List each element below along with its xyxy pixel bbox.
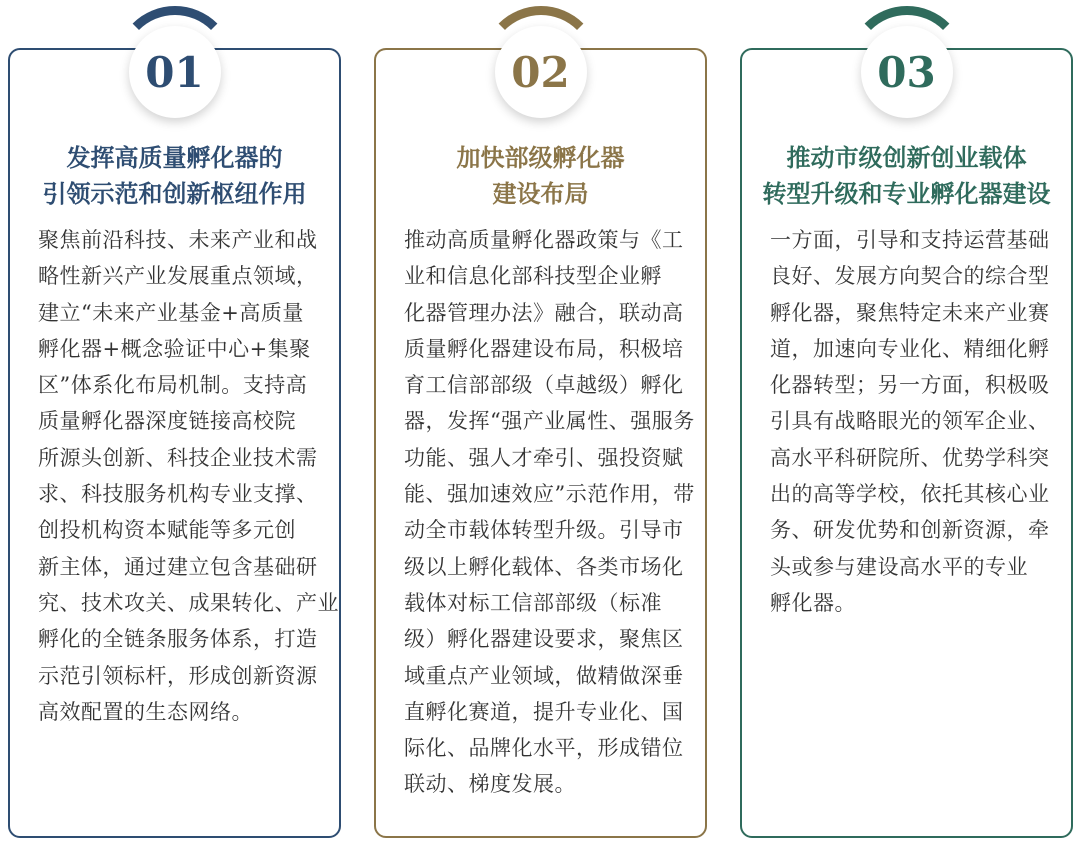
body-line: 建立“未来产业基金+高质量 [38, 300, 304, 325]
body-line: 孵化器。 [770, 590, 856, 615]
body-line: 化器管理办法》融合，联动高 [404, 300, 684, 325]
body-line: 动全市载体转型升级。引导市 [404, 518, 684, 543]
body-line: 业和信息化部科技型企业孵 [404, 264, 662, 289]
body-line: 孵化器+概念验证中心+集聚 [38, 336, 311, 361]
body-line: 器，发挥“强产业属性、强服务 [404, 409, 695, 434]
body-line: 孵化器，聚焦特定未来产业赛 [770, 300, 1050, 325]
card-title-3 [752, 140, 1061, 212]
body-line: 推动高质量孵化器政策与《工 [404, 228, 684, 252]
body-line: 区”体系化布局机制。支持高 [38, 373, 308, 398]
card-title-line: 推动市级创新创业载体 [786, 144, 1027, 172]
card-title-2 [386, 140, 695, 212]
body-line: 新主体，通过建立包含基础研 [38, 554, 318, 579]
body-line: 孵化的全链条服务体系，打造 [38, 627, 318, 652]
body-line: 功能、强人才牵引、强投资赋 [404, 445, 684, 470]
body-line: 级）孵化器建设要求，聚焦区 [404, 627, 684, 652]
body-line: 级以上孵化载体、各类市场化 [404, 554, 684, 579]
body-line: 联动、梯度发展。 [404, 772, 576, 797]
card-title-line: 发挥高质量孵化器的 [66, 144, 283, 172]
body-line: 质量孵化器深度链接高校院 [38, 409, 296, 434]
body-line: 究、技术攻关、成果转化、产业 [38, 590, 339, 615]
body-line: 良好、发展方向契合的综合型 [770, 264, 1050, 289]
card-title-line: 转型升级和专业孵化器建设 [762, 180, 1051, 208]
body-line: 能、强加速效应”示范作用，带 [404, 482, 695, 507]
body-line: 一方面，引导和支持运营基础 [770, 228, 1050, 252]
body-line: 域重点产业领域，做精做深垂 [404, 663, 684, 688]
body-line: 育工信部部级（卓越级）孵化 [404, 373, 684, 398]
body-line: 际化、品牌化水平，形成错位 [404, 736, 684, 761]
body-line: 高水平科研院所、优势学科突 [770, 445, 1050, 470]
card-number-2: 02 [495, 26, 587, 118]
card-title-1 [20, 140, 329, 212]
body-line: 求、科技服务机构专业支撑、 [38, 482, 318, 507]
card-body-2 [404, 222, 693, 803]
body-line: 载体对标工信部部级（标准 [404, 590, 662, 615]
body-line: 质量孵化器建设布局，积极培 [404, 336, 684, 361]
body-line: 出的高等学校，依托其核心业 [770, 482, 1050, 507]
body-line: 略性新兴产业发展重点领域， [38, 264, 318, 289]
body-line: 道，加速向专业化、精细化孵 [770, 336, 1050, 361]
card-2 [374, 48, 707, 838]
body-line: 所源头创新、科技企业技术需 [38, 445, 318, 470]
body-line: 务、研发优势和创新资源，牵 [770, 518, 1050, 543]
card-number-3: 03 [861, 26, 953, 118]
body-line: 示范引领标杆，形成创新资源 [38, 663, 318, 688]
card-number-1: 01 [129, 26, 221, 118]
body-line: 创投机构资本赋能等多元创 [38, 518, 296, 543]
card-title-line: 建设布局 [492, 180, 589, 208]
body-line: 直孵化赛道，提升专业化、国 [404, 699, 684, 724]
body-line: 引具有战略眼光的领军企业、 [770, 409, 1050, 434]
card-1 [8, 48, 341, 838]
body-line: 聚焦前沿科技、未来产业和战 [38, 228, 318, 252]
body-line: 化器转型；另一方面，积极吸 [770, 373, 1050, 398]
body-line: 高效配置的生态网络。 [38, 699, 253, 724]
card-title-line: 加快部级孵化器 [456, 144, 625, 172]
card-3 [740, 48, 1073, 838]
body-line: 头或参与建设高水平的专业 [770, 554, 1028, 579]
card-title-line: 引领示范和创新枢纽作用 [42, 180, 307, 208]
card-body-3 [770, 222, 1059, 621]
card-body-1 [38, 222, 339, 730]
